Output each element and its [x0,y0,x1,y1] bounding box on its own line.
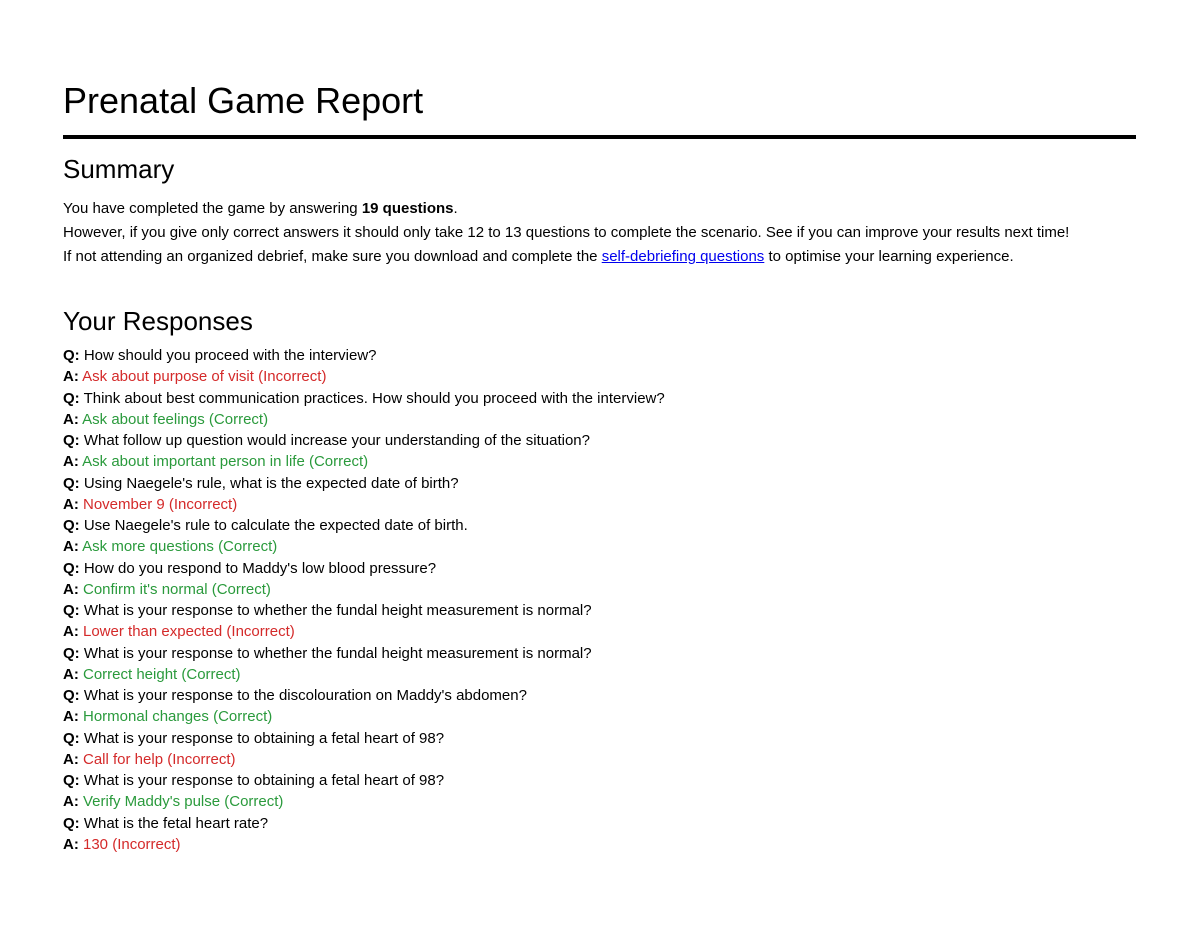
answer-text-correct: Verify Maddy's pulse (Correct) [83,793,284,811]
question-count: 19 questions [361,200,454,217]
responses-list [63,345,1136,855]
question-prefix: Q: [63,474,80,492]
question-text: What is your response to obtaining a fetal heart of 98? [83,729,445,747]
question-text: Using Naegele's rule, what is the expected date of birth? [83,474,459,492]
answer-row [63,366,1136,387]
question-row [63,685,1136,706]
page-title: Prenatal Game Report [63,80,424,121]
question-row [63,473,1136,494]
question-text: What is your response to whether the fundal height measurement is normal? [83,602,592,619]
answer-prefix: A: [63,580,79,598]
question-row [63,345,1136,366]
answer-prefix: A: [63,665,79,683]
answer-prefix: A: [63,538,79,556]
summary-section [63,198,1136,270]
question-text: What follow up question would increase your understanding of the situation? [83,432,590,449]
summary-completion-text [63,198,1136,220]
summary-debrief-pre: If not attending an organized debrief, make sure you download and complete the [63,248,602,265]
answer-text-correct: Confirm it's normal (Correct) [83,580,271,598]
answer-row [63,749,1136,770]
question-prefix: Q: [63,517,80,534]
answer-text-correct: Ask about important person in life (Correct) [82,453,369,471]
summary-completion-post: . [453,200,458,217]
question-text: How should you proceed with the interview? [83,347,377,364]
summary-heading: Summary [63,154,175,184]
question-prefix: Q: [63,729,80,747]
question-row [63,600,1136,621]
question-prefix: Q: [63,687,80,704]
question-prefix: Q: [63,347,80,364]
answer-row [63,621,1136,642]
answer-prefix: A: [63,368,79,386]
answer-text-correct: Hormonal changes (Correct) [83,708,273,726]
question-row [63,813,1136,834]
answer-row [63,451,1136,472]
answer-text-incorrect: Ask about purpose of visit (Incorrect) [82,368,327,386]
answer-text-incorrect: Lower than expected (Incorrect) [83,623,295,641]
question-text: What is your response to the discolouration on Maddy's abdomen? [83,687,527,704]
question-row [63,770,1136,791]
responses-heading: Your Responses [63,306,253,336]
question-text: What is your response to whether the fundal height measurement is normal? [83,644,592,662]
answer-prefix: A: [63,495,79,513]
summary-improvement-text: However, if you give only correct answers it should only take 12 to 13 questions to complete the scenario. See if you can improve your results next time! [63,224,1070,241]
answer-row [63,579,1136,600]
answer-row [63,791,1136,812]
question-text: Use Naegele's rule to calculate the expected date of birth. [83,517,468,534]
answer-prefix: A: [63,835,79,853]
question-prefix: Q: [63,432,80,449]
answer-text-correct: Ask about feelings (Correct) [82,410,269,428]
question-prefix: Q: [63,814,80,832]
answer-text-incorrect: Call for help (Incorrect) [83,750,236,768]
question-row [63,388,1136,409]
question-text: What is the fetal heart rate? [83,814,269,832]
answer-text-correct: Ask more questions (Correct) [82,538,278,556]
answer-prefix: A: [63,410,79,428]
answer-row [63,409,1136,430]
answer-text-incorrect: November 9 (Incorrect) [83,495,238,513]
answer-prefix: A: [63,708,79,726]
question-prefix: Q: [63,602,80,619]
summary-completion-pre: You have completed the game by answering [63,200,362,217]
answer-row [63,536,1136,557]
answer-row [63,494,1136,515]
question-prefix: Q: [63,559,80,577]
answer-prefix: A: [63,793,79,811]
question-text: What is your response to obtaining a fetal heart of 98? [83,772,445,789]
title-divider [63,135,1136,139]
answer-prefix: A: [63,453,79,471]
question-prefix: Q: [63,772,80,789]
summary-debrief-text [63,246,1136,268]
question-row [63,515,1136,536]
answer-prefix: A: [63,750,79,768]
question-row [63,558,1136,579]
summary-debrief-post: to optimise your learning experience. [764,248,1014,265]
question-text: How do you respond to Maddy's low blood pressure? [83,559,437,577]
question-row [63,430,1136,451]
question-row [63,643,1136,664]
self-debriefing-link[interactable]: self-debriefing questions [601,248,765,265]
question-prefix: Q: [63,644,80,662]
answer-row [63,664,1136,685]
answer-row [63,706,1136,727]
question-prefix: Q: [63,389,80,407]
answer-row [63,834,1136,855]
answer-prefix: A: [63,623,79,641]
question-row [63,728,1136,749]
answer-text-correct: Correct height (Correct) [83,665,241,683]
answer-text-incorrect: 130 (Incorrect) [83,835,181,853]
question-text: Think about best communication practices. How should you proceed with the interview? [83,389,665,407]
